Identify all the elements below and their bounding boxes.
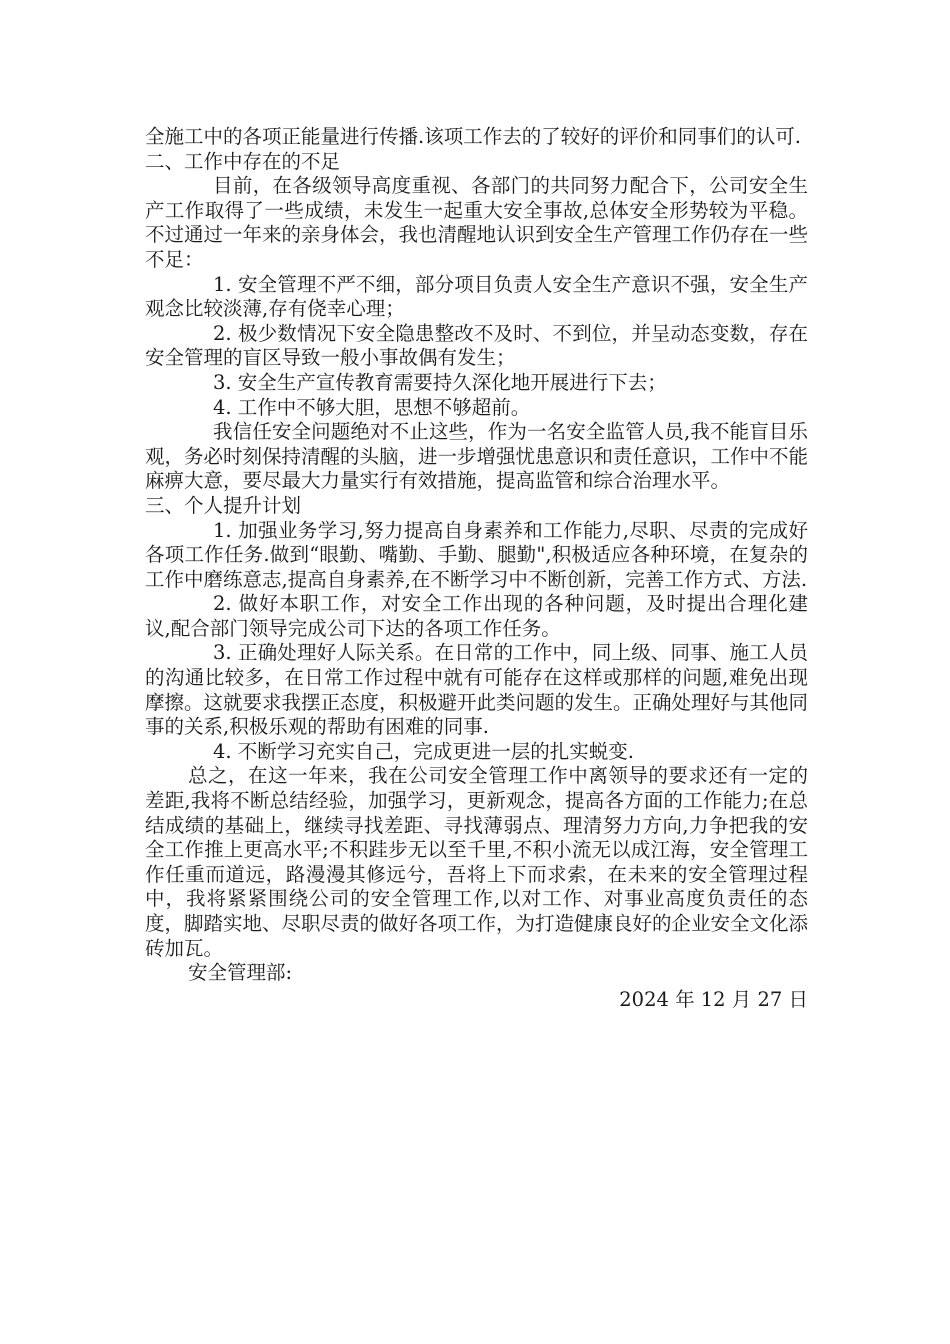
section-heading-improvement-plan: 三、个人提升计划	[145, 493, 302, 517]
signature-department: 安全管理部:	[188, 961, 293, 985]
plan-item-2: 2. 做好本职工作，对安全工作出现的各种问题，及时提出合理化建议,配合部门领导完成公司下达的各项工作任务。	[145, 592, 808, 640]
shortcoming-item-2: 2. 极少数情况下安全隐患整改不及时、不到位，并呈动态变数，存在安全管理的盲区导致一般小事故偶有发生；	[145, 321, 808, 370]
summary-paragraph: 总之，在这一年来，我在公司安全管理工作中离领导的要求还有一定的差距,我将不断总结经验，加强学习，更新观念，提高各方面的工作能力;在总结成绩的基础上，继续寻找差距、寻找薄弱点、理清努力方向,力争把我的安全工作推上更高水平;不积跬步无以至千里,不积小流无以成江海，安全管理工作任重而道远，路漫漫其修远兮，吾将上下而求索，在未来的安全管理过程中，我将紧紧围绕公司的安全管理工作,以对工作、对事业高度负责任的态度，脚踏实地、尽职尽责的做好各项工作，为打造健康良好的企业安全文化添砖加瓦。	[145, 764, 809, 960]
shortcoming-item-1: 1. 安全管理不严不细，部分项目负责人安全生产意识不强，安全生产观念比较淡薄,存有侥幸心理；	[145, 272, 808, 321]
section-heading-shortcomings: 二、工作中存在的不足	[145, 149, 341, 173]
document-date: 2024 年 12 月 27 日	[619, 987, 808, 1011]
plan-item-4: 4. 不断学习充实自己，完成更进一层的扎实蜕变.	[213, 739, 635, 763]
reflection-paragraph: 我信任安全问题绝对不止这些，作为一名安全监管人员,我不能盲目乐观，务必时刻保持清醒的头脑，进一步增强忧患意识和责任意识，工作中不能麻痹大意，要尽最大力量实行有效措施，提高监管和综合治理水平。	[145, 420, 809, 493]
shortcoming-item-4: 4. 工作中不够大胆，思想不够超前。	[213, 395, 531, 419]
document-body	[145, 125, 808, 1012]
plan-item-1: 1. 加强业务学习,努力提高自身素养和工作能力,尽职、尽责的完成好各项工作任务.做到“眼勤、嘴勤、手勤、腿勤",积极适应各种环境，在复杂的工作中磨练意志,提高自身素养,在不断学习中不断创新，完善工作方式、方法.	[145, 518, 808, 591]
shortcoming-item-3: 3. 安全生产宣传教育需要持久深化地开展进行下去；	[213, 370, 667, 394]
continuation-paragraph: 全施工中的各项正能量进行传播.该项工作去的了较好的评价和同事们的认可.	[145, 125, 801, 148]
plan-item-3: 3. 正确处理好人际关系。在日常的工作中，同上级、同事、施工人员的沟通比较多，在日常工作过程中就有可能存在这样或那样的问题,难免出现摩擦。这就要求我摆正态度，积极避开此类问题的发生。正确处理好与其他同事的关系,积极乐观的帮助有困难的同事.	[145, 641, 809, 739]
shortcomings-intro-paragraph: 目前，在各级领导高度重视、各部门的共同努力配合下，公司安全生产工作取得了一些成绩，未发生一起重大安全事故,总体安全形势较为平稳。不过通过一年来的亲身体会，我也清醒地认识到安全生产管理工作仍存在一些不足：	[145, 174, 809, 271]
